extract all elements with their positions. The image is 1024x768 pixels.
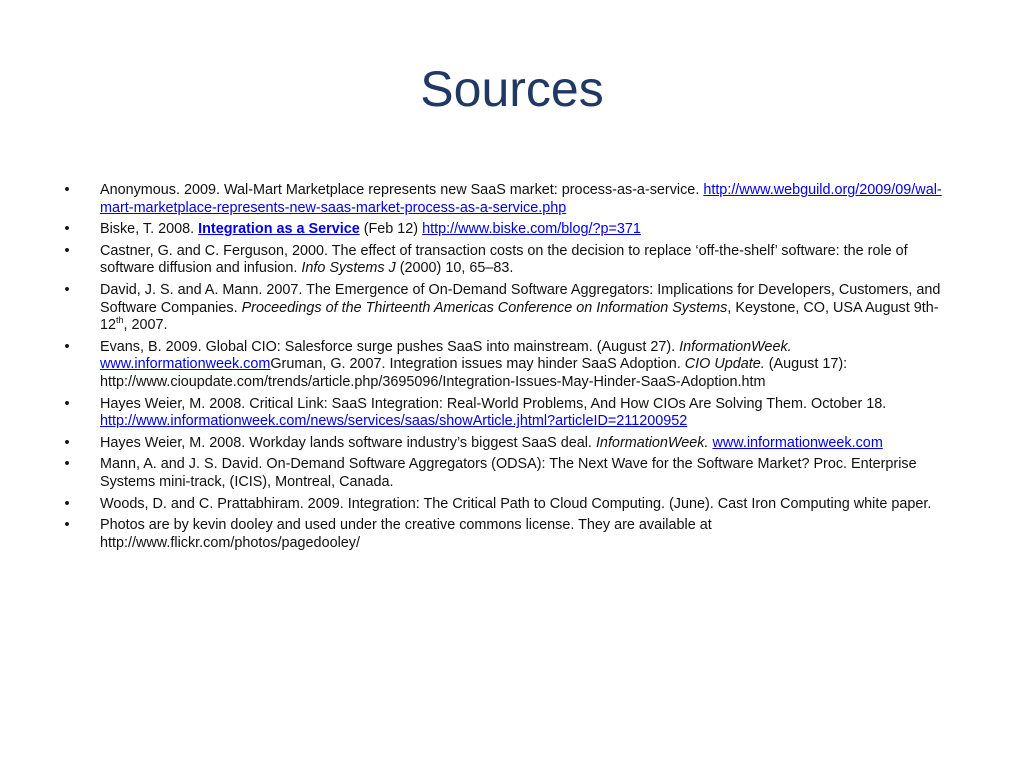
reference-link[interactable]: http://www.biske.com/blog/?p=371 (422, 221, 641, 238)
reference-text: Anonymous. 2009. Wal-Mart Marketplace represents new SaaS market: process-as-a-service. (100, 182, 704, 198)
reference-list (60, 182, 960, 556)
reference-text: Gruman, G. 2007. Integration issues may hinder SaaS Adoption. (270, 356, 685, 373)
reference-link[interactable]: www.informationweek.com (100, 356, 271, 373)
reference-text: Biske, T. 2008. (100, 221, 199, 238)
reference-text: (2000) 10, 65–83. (395, 260, 514, 277)
reference-text: , 2007. (123, 317, 168, 334)
reference-item (60, 396, 960, 431)
reference-italic: InformationWeek. (595, 434, 709, 451)
reference-text: , Keystone, CO, USA August 9th-12 (100, 299, 939, 334)
reference-text: (Feb 12) (359, 221, 423, 238)
reference-text: Woods, D. and C. Prattabhiram. 2009. Integration: The Critical Path to Cloud Computing. (June). Cast Iron Computing white paper. (100, 495, 932, 512)
reference-item (60, 221, 960, 239)
bullet-icon: • (64, 395, 70, 412)
bullet-icon: • (64, 517, 70, 534)
bullet-icon: • (64, 221, 70, 238)
reference-text: Mann, A. and J. S. David. On-Demand Software Aggregators (ODSA): The Next Wave for the Software Market? Proc. Enterprise Systems mini-track, (ICIS), Montreal, Canada. (100, 456, 917, 490)
reference-italic: Info Systems J (301, 260, 396, 277)
bullet-icon: • (64, 242, 70, 259)
reference-link[interactable]: www.informationweek.com (712, 434, 883, 451)
reference-italic: CIO Update. (684, 356, 765, 373)
reference-item (60, 496, 960, 514)
reference-superscript: th (116, 315, 124, 326)
bullet-icon: • (64, 182, 70, 198)
bullet-icon: • (64, 456, 70, 473)
reference-item (60, 282, 960, 335)
slide-title: Sources (420, 61, 604, 117)
bullet-icon: • (64, 281, 70, 298)
reference-text: (August 17): http://www.cioupdate.com/trends/article.php/3695096/Integration-Issues-May-Hinder-SaaS-Adoption.htm (100, 356, 848, 390)
reference-item (60, 243, 960, 278)
bullet-icon: • (64, 338, 70, 355)
reference-item (60, 456, 960, 491)
reference-item (60, 182, 960, 217)
reference-text: David, J. S. and A. Mann. 2007. The Emergence of On-Demand Software Aggregators: Implications for Developers, Customers, and Software Companies. (100, 281, 941, 316)
reference-text: Photos are by kevin dooley and used under the creative commons license. They are available at http://www.flickr.com/photos/pagedooley/ (100, 517, 712, 551)
reference-italic: Proceedings of the Thirteenth Americas Conference on Information Systems (241, 299, 728, 316)
reference-text: Evans, B. 2009. Global CIO: Salesforce surge pushes SaaS into mainstream. (August 27). (100, 338, 680, 355)
reference-italic: InformationWeek. (679, 338, 792, 355)
reference-text: Castner, G. and C. Ferguson, 2000. The effect of transaction costs on the decision to replace ‘off-the-shelf’ software: the role of software diffusion and infusion. (100, 242, 908, 277)
reference-item (60, 517, 960, 552)
reference-link[interactable]: http://www.webguild.org/2009/09/wal-mart-marketplace-represents-new-saas-market-process-as-a-service.php (100, 182, 942, 216)
bullet-icon: • (64, 434, 70, 451)
reference-text: Hayes Weier, M. 2008. Critical Link: SaaS Integration: Real-World Problems, And How CIOs Are Solving Them. October 18. (100, 395, 887, 412)
reference-link[interactable]: http://www.informationweek.com/news/services/saas/showArticle.jhtml?articleID=211200952 (100, 413, 688, 430)
reference-title-link[interactable]: Integration as a Service (198, 221, 360, 238)
reference-item (60, 339, 960, 392)
reference-text: Hayes Weier, M. 2008. Workday lands software industry’s biggest SaaS deal. (100, 434, 596, 451)
reference-item (60, 435, 960, 453)
bullet-icon: • (64, 495, 70, 512)
